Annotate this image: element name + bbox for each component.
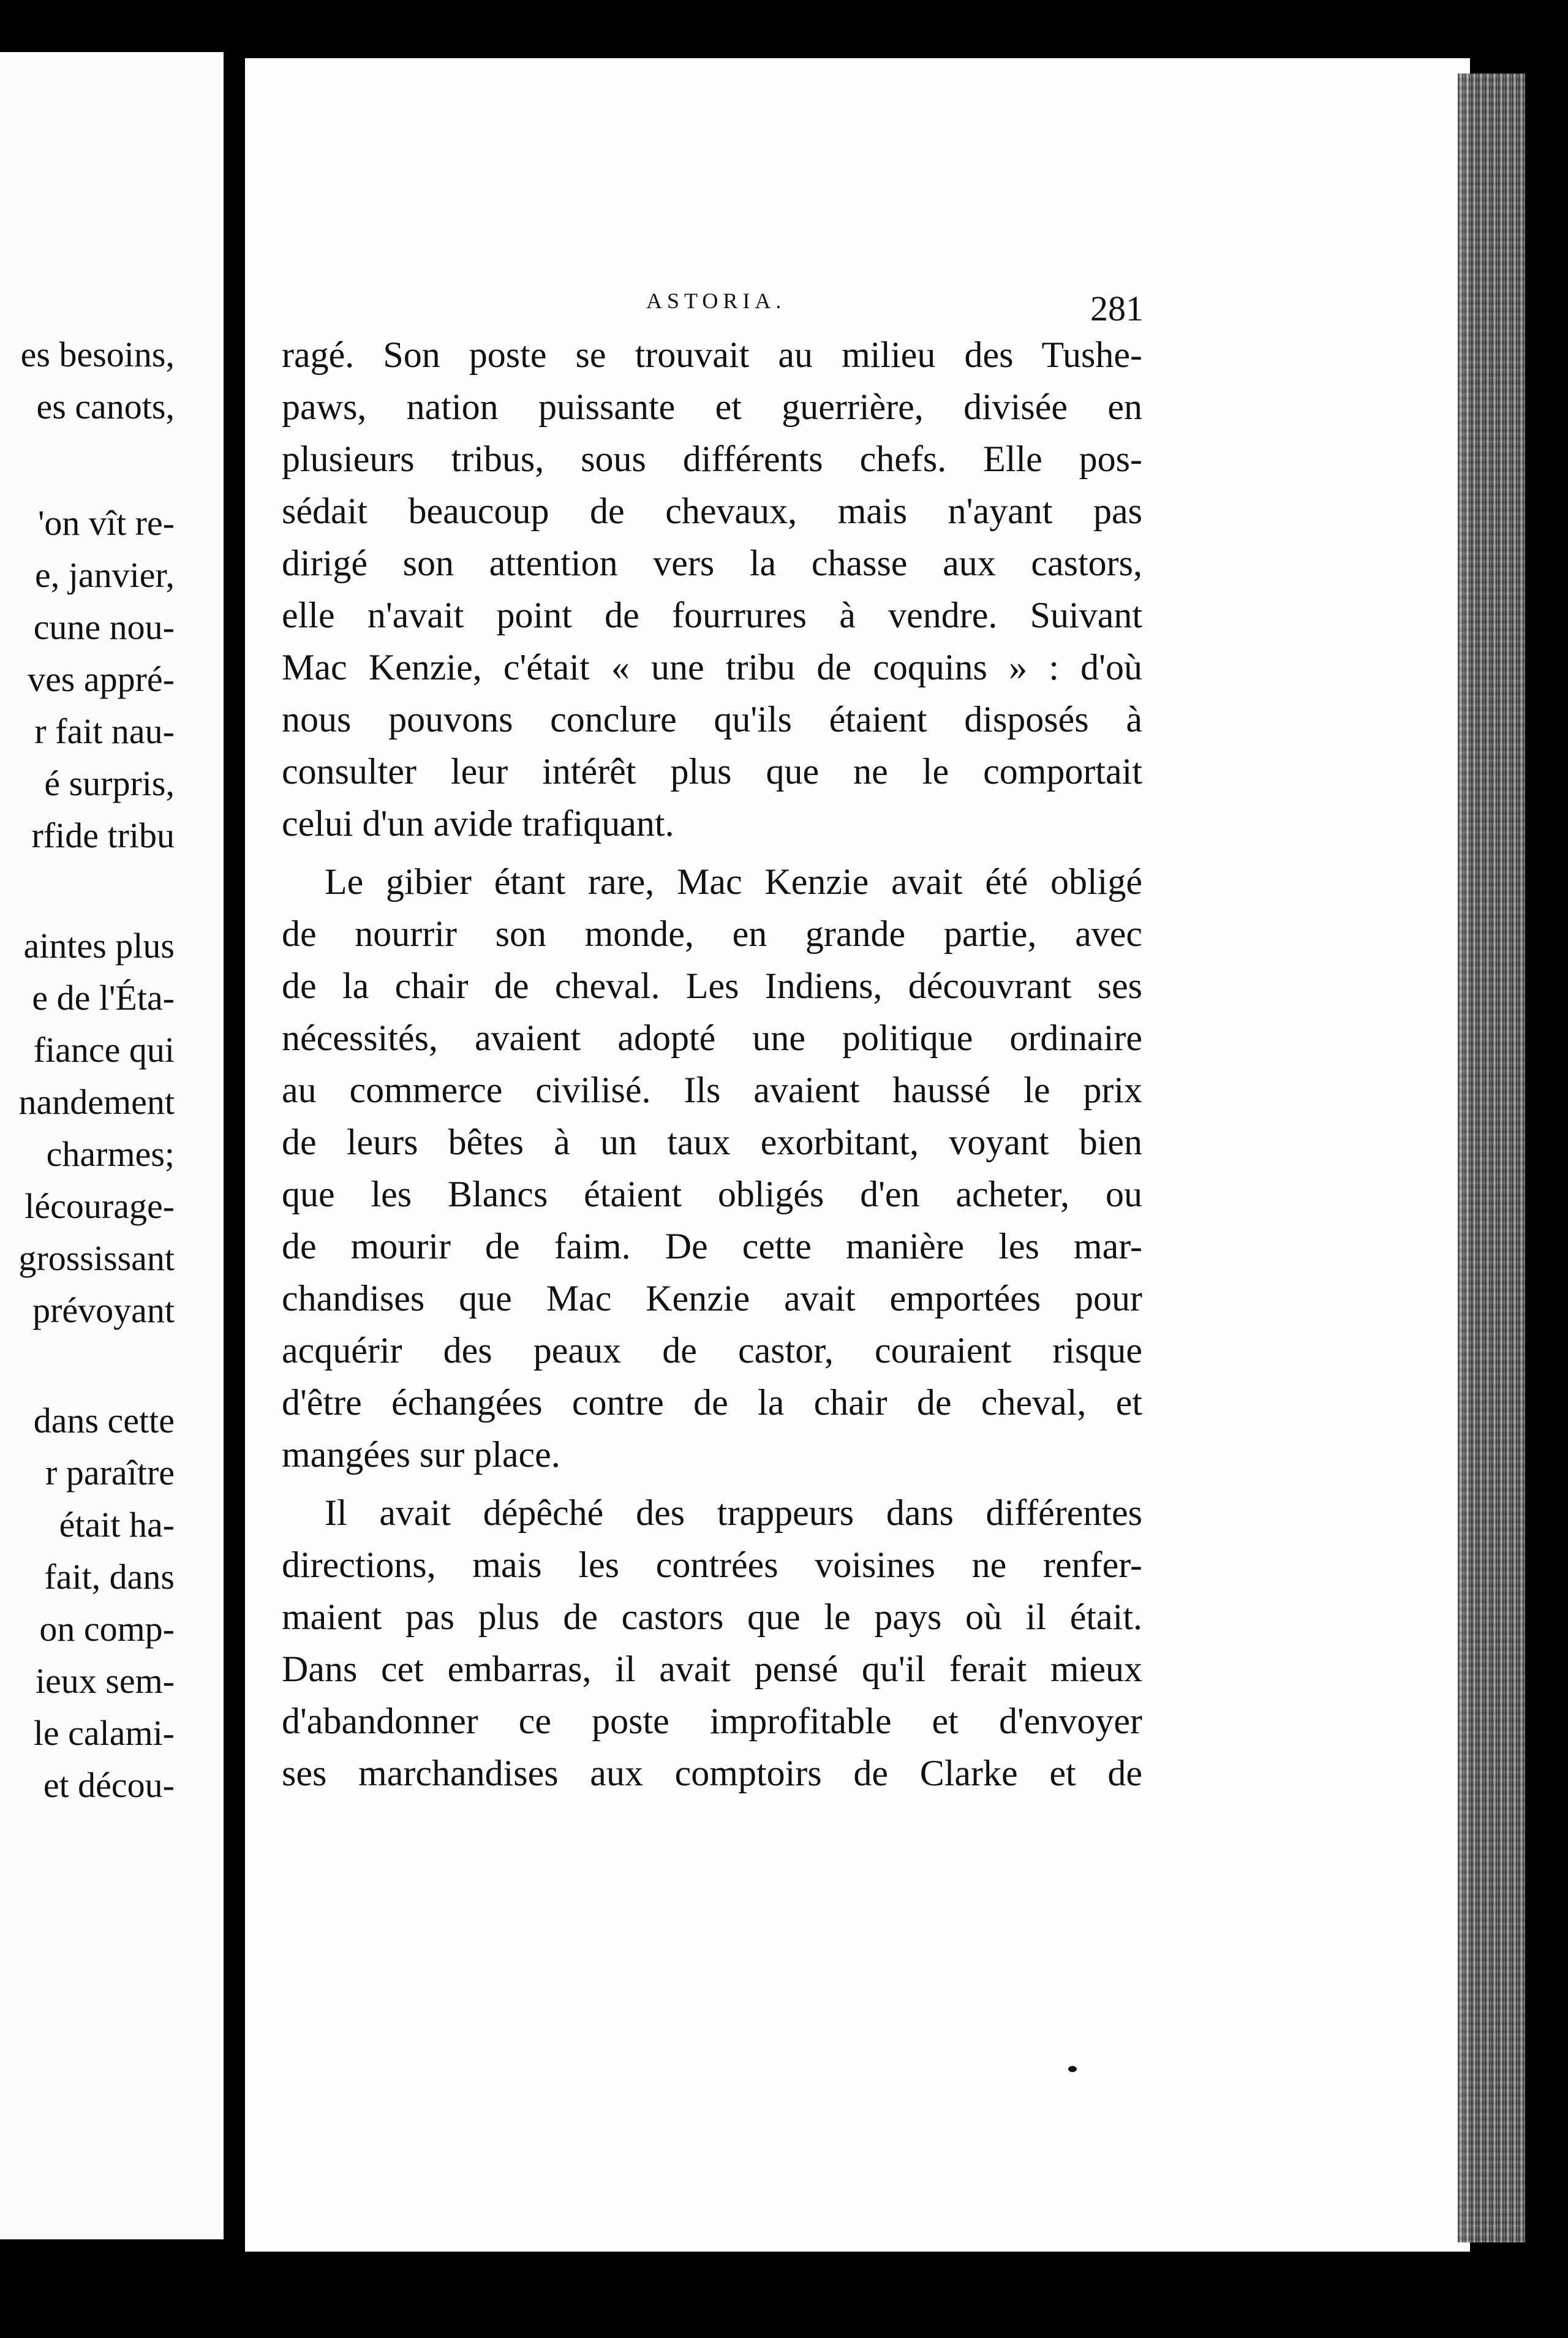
text-line: de mourir de faim. De cette manière les mar- (282, 1226, 1142, 1266)
left-text-line: fait, dans (44, 1557, 175, 1597)
left-text-line: on comp- (39, 1609, 175, 1649)
running-head: ASTORIA. (646, 289, 786, 313)
text-line: Il avait dépêché des trappeurs dans différentes (325, 1492, 1142, 1533)
left-text-line: es besoins, (20, 335, 175, 374)
text-line: mangées sur place. (282, 1434, 560, 1475)
text-line: Mac Kenzie, c'était « une tribu de coquins » : d'où (282, 647, 1142, 687)
left-text-line: ieux sem- (35, 1661, 175, 1701)
left-text-line: é surpris, (44, 763, 175, 803)
left-text-line: es canots, (36, 387, 175, 426)
text-line: dirigé son attention vers la chasse aux castors, (282, 543, 1142, 583)
text-line: Dans cet embarras, il avait pensé qu'il ferait mieux (282, 1649, 1142, 1689)
text-line: nécessités, avaient adopté une politique ordinaire (282, 1018, 1142, 1058)
text-line: paws, nation puissante et guerrière, divisée en (282, 387, 1142, 427)
left-text-line: lécourage- (24, 1186, 175, 1226)
ink-speck (1068, 2066, 1077, 2072)
left-text-line: rfide tribu (31, 815, 175, 855)
text-line: consulter leur intérêt plus que ne le comportait (282, 751, 1142, 792)
text-line: de leurs bêtes à un taux exorbitant, voyant bien (282, 1122, 1142, 1162)
left-text-line: était ha- (59, 1505, 175, 1545)
left-page-fragment (0, 52, 224, 2239)
text-line: elle n'avait point de fourrures à vendre. Suivant (282, 595, 1142, 635)
text-line: de nourrir son monde, en grande partie, avec (282, 914, 1142, 954)
left-text-line: 'on vît re- (37, 503, 175, 543)
left-text-line: r paraître (45, 1453, 175, 1492)
text-line: ragé. Son poste se trouvait au milieu des Tushe- (282, 335, 1142, 375)
right-page (245, 58, 1470, 2252)
page-number: 281 (1090, 289, 1144, 328)
text-line: sédait beaucoup de chevaux, mais n'ayant pas (282, 491, 1142, 531)
text-line: d'abandonner ce poste improfitable et d'envoyer (282, 1701, 1142, 1741)
left-text-line: et décou- (43, 1765, 175, 1805)
text-line: de la chair de cheval. Les Indiens, découvrant ses (282, 966, 1142, 1006)
text-line: au commerce civilisé. Ils avaient haussé le prix (282, 1070, 1142, 1110)
text-line: chandises que Mac Kenzie avait emportées pour (282, 1278, 1142, 1318)
left-text-line: e, janvier, (35, 555, 175, 595)
left-text-line: cune nou- (33, 607, 175, 647)
text-line: d'être échangées contre de la chair de cheval, et (282, 1382, 1142, 1423)
left-text-line: charmes; (46, 1134, 175, 1174)
left-text-line: nandement (18, 1082, 175, 1122)
left-text-line: dans cette (33, 1401, 175, 1440)
text-line: Le gibier étant rare, Mac Kenzie avait été obligé (325, 861, 1142, 902)
book-gutter (224, 52, 245, 2239)
text-line: acquérir des peaux de castor, couraient risque (282, 1330, 1142, 1371)
left-text-line: grossissant (18, 1238, 175, 1278)
left-text-line: prévoyant (32, 1290, 175, 1330)
left-text-line: fiance qui (33, 1030, 175, 1070)
text-line: directions, mais les contrées voisines ne renfer- (282, 1545, 1142, 1585)
text-line: que les Blancs étaient obligés d'en acheter, ou (282, 1174, 1142, 1214)
left-text-line: le calami- (33, 1713, 175, 1753)
text-line: maient pas plus de castors que le pays où il était. (282, 1597, 1142, 1637)
left-text-line: r fait nau- (34, 711, 175, 751)
text-line: celui d'un avide trafiquant. (282, 803, 674, 844)
text-line: ses marchandises aux comptoirs de Clarke et de (282, 1753, 1142, 1793)
text-line: plusieurs tribus, sous différents chefs. Elle pos- (282, 439, 1142, 479)
text-line: nous pouvons conclure qu'ils étaient disposés à (282, 699, 1142, 740)
left-text-line: e de l'Éta- (32, 978, 175, 1018)
page-edge-texture (1458, 74, 1525, 2242)
left-text-line: ves appré- (28, 659, 175, 699)
left-text-line: aintes plus (23, 926, 175, 966)
